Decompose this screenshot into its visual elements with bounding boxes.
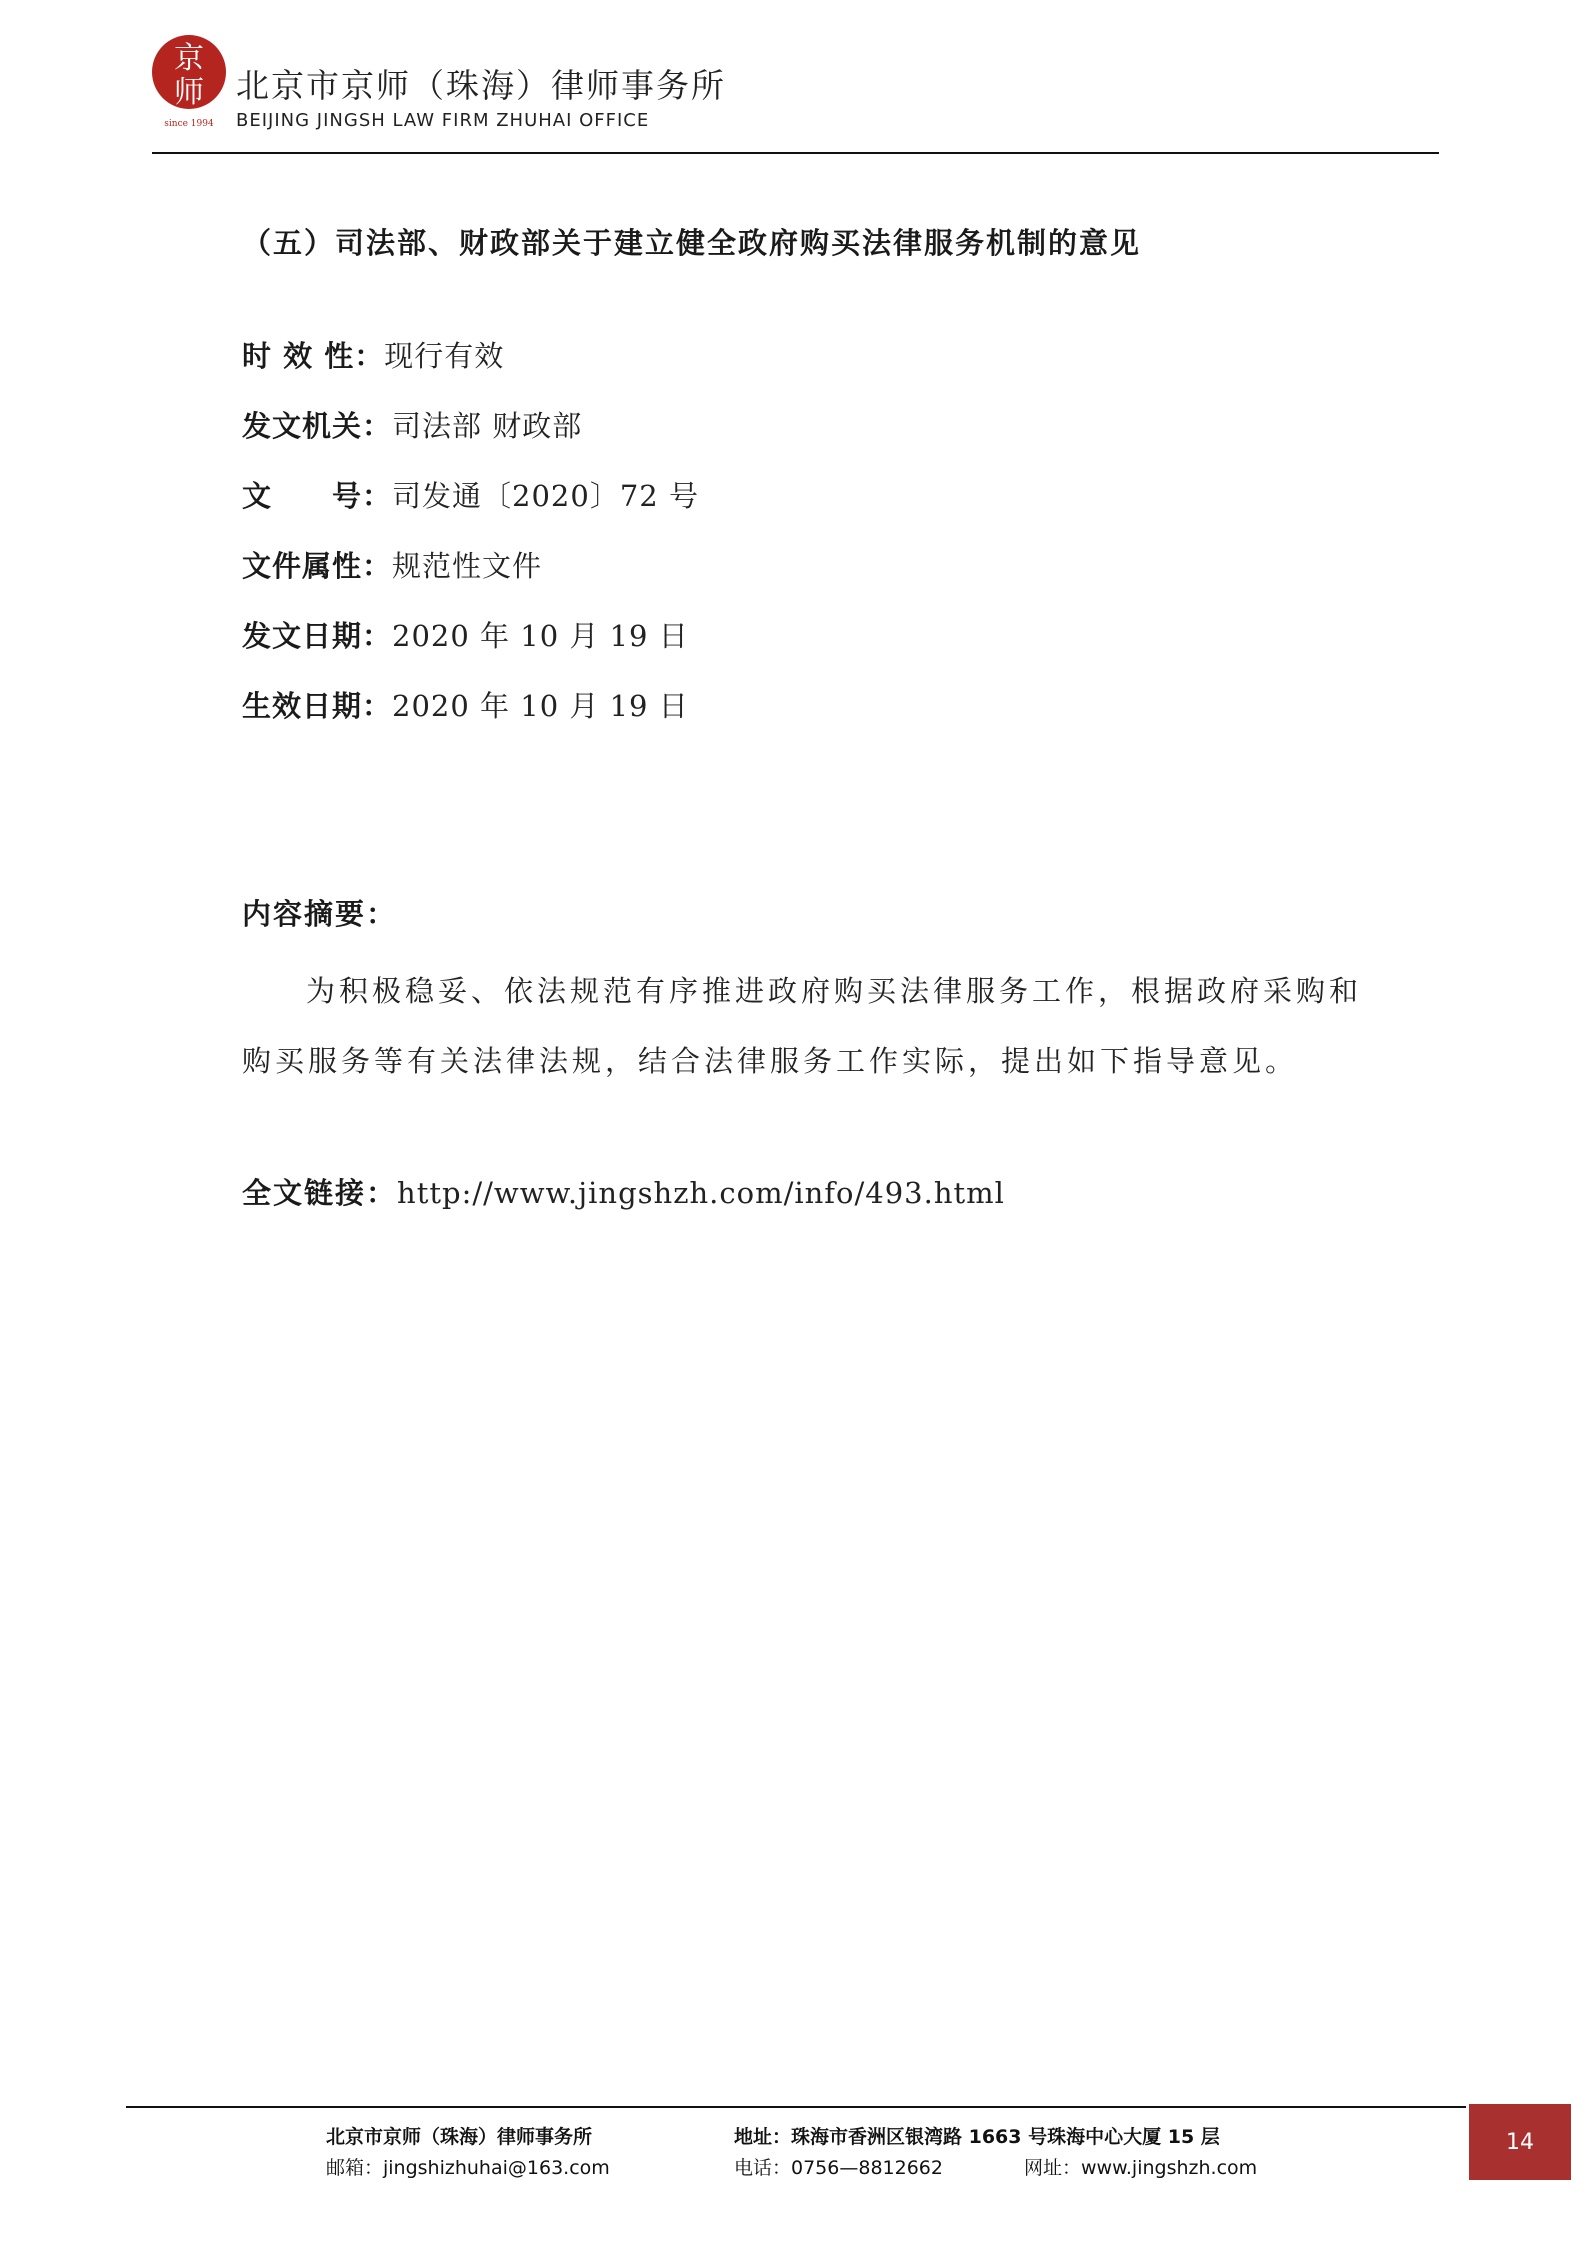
meta-value: 2020 年 10 月 19 日: [392, 689, 689, 723]
firm-logo: [150, 30, 228, 130]
header-divider: [152, 152, 1439, 154]
meta-label: 发文日期：: [242, 619, 393, 653]
meta-value: 司发通〔2020〕72 号: [392, 479, 699, 513]
meta-row-doc-number: [242, 474, 699, 515]
document-title: （五）司法部、财政部关于建立健全政府购买法律服务机制的意见: [242, 226, 1142, 260]
footer-firm-name: 北京市京师（珠海）律师事务所: [326, 2126, 593, 2148]
logo-char-top: 京: [174, 41, 204, 76]
header-firm-name-cn: 北京市京师（珠海）律师事务所: [236, 66, 726, 105]
footer-address: 地址：珠海市香洲区银湾路 1663 号珠海中心大厦 15 层: [734, 2126, 1220, 2148]
page-number: 14: [1506, 2129, 1534, 2155]
meta-row-issuer: [242, 404, 582, 445]
summary-heading: 内容摘要：: [242, 897, 398, 931]
meta-row-effective-date: [242, 684, 689, 725]
meta-label: 生效日期：: [242, 689, 393, 723]
meta-value: 规范性文件: [392, 549, 543, 583]
full-text-link[interactable]: http://www.jingshzh.com/info/493.html: [397, 1176, 1005, 1210]
logo-char-bottom: 师: [174, 75, 204, 110]
page-number-badge: [1469, 2104, 1571, 2180]
full-text-link-row: [242, 1171, 1005, 1212]
meta-row-validity: [242, 334, 504, 375]
meta-label: 文件属性：: [242, 549, 393, 583]
footer-phone: 电话：0756—8812662: [734, 2157, 943, 2179]
logo-since: since 1994: [164, 119, 214, 129]
meta-row-issue-date: [242, 614, 689, 655]
meta-label: 时 效 性：: [242, 339, 385, 373]
meta-value: 2020 年 10 月 19 日: [392, 619, 689, 653]
footer-divider: [126, 2106, 1466, 2108]
meta-row-attribute: [242, 544, 542, 585]
meta-label: 文 号：: [242, 479, 393, 513]
summary-text: 为积极稳妥、依法规范有序推进政府购买法律服务工作，根据政府采购和购买服务等有关法律法规，结合法律服务工作实际，提出如下指导意见。: [242, 974, 1363, 1078]
full-text-link-label: 全文链接：: [242, 1176, 398, 1210]
footer-website[interactable]: 网址：www.jingshzh.com: [1024, 2157, 1258, 2179]
footer-email[interactable]: 邮箱：jingshizhuhai@163.com: [326, 2157, 610, 2179]
meta-value: 现行有效: [384, 339, 505, 373]
meta-value: 司法部 财政部: [392, 409, 583, 443]
meta-label: 发文机关：: [242, 409, 393, 443]
header-firm-name-en: BEIJING JINGSH LAW FIRM ZHUHAI OFFICE: [236, 110, 650, 131]
